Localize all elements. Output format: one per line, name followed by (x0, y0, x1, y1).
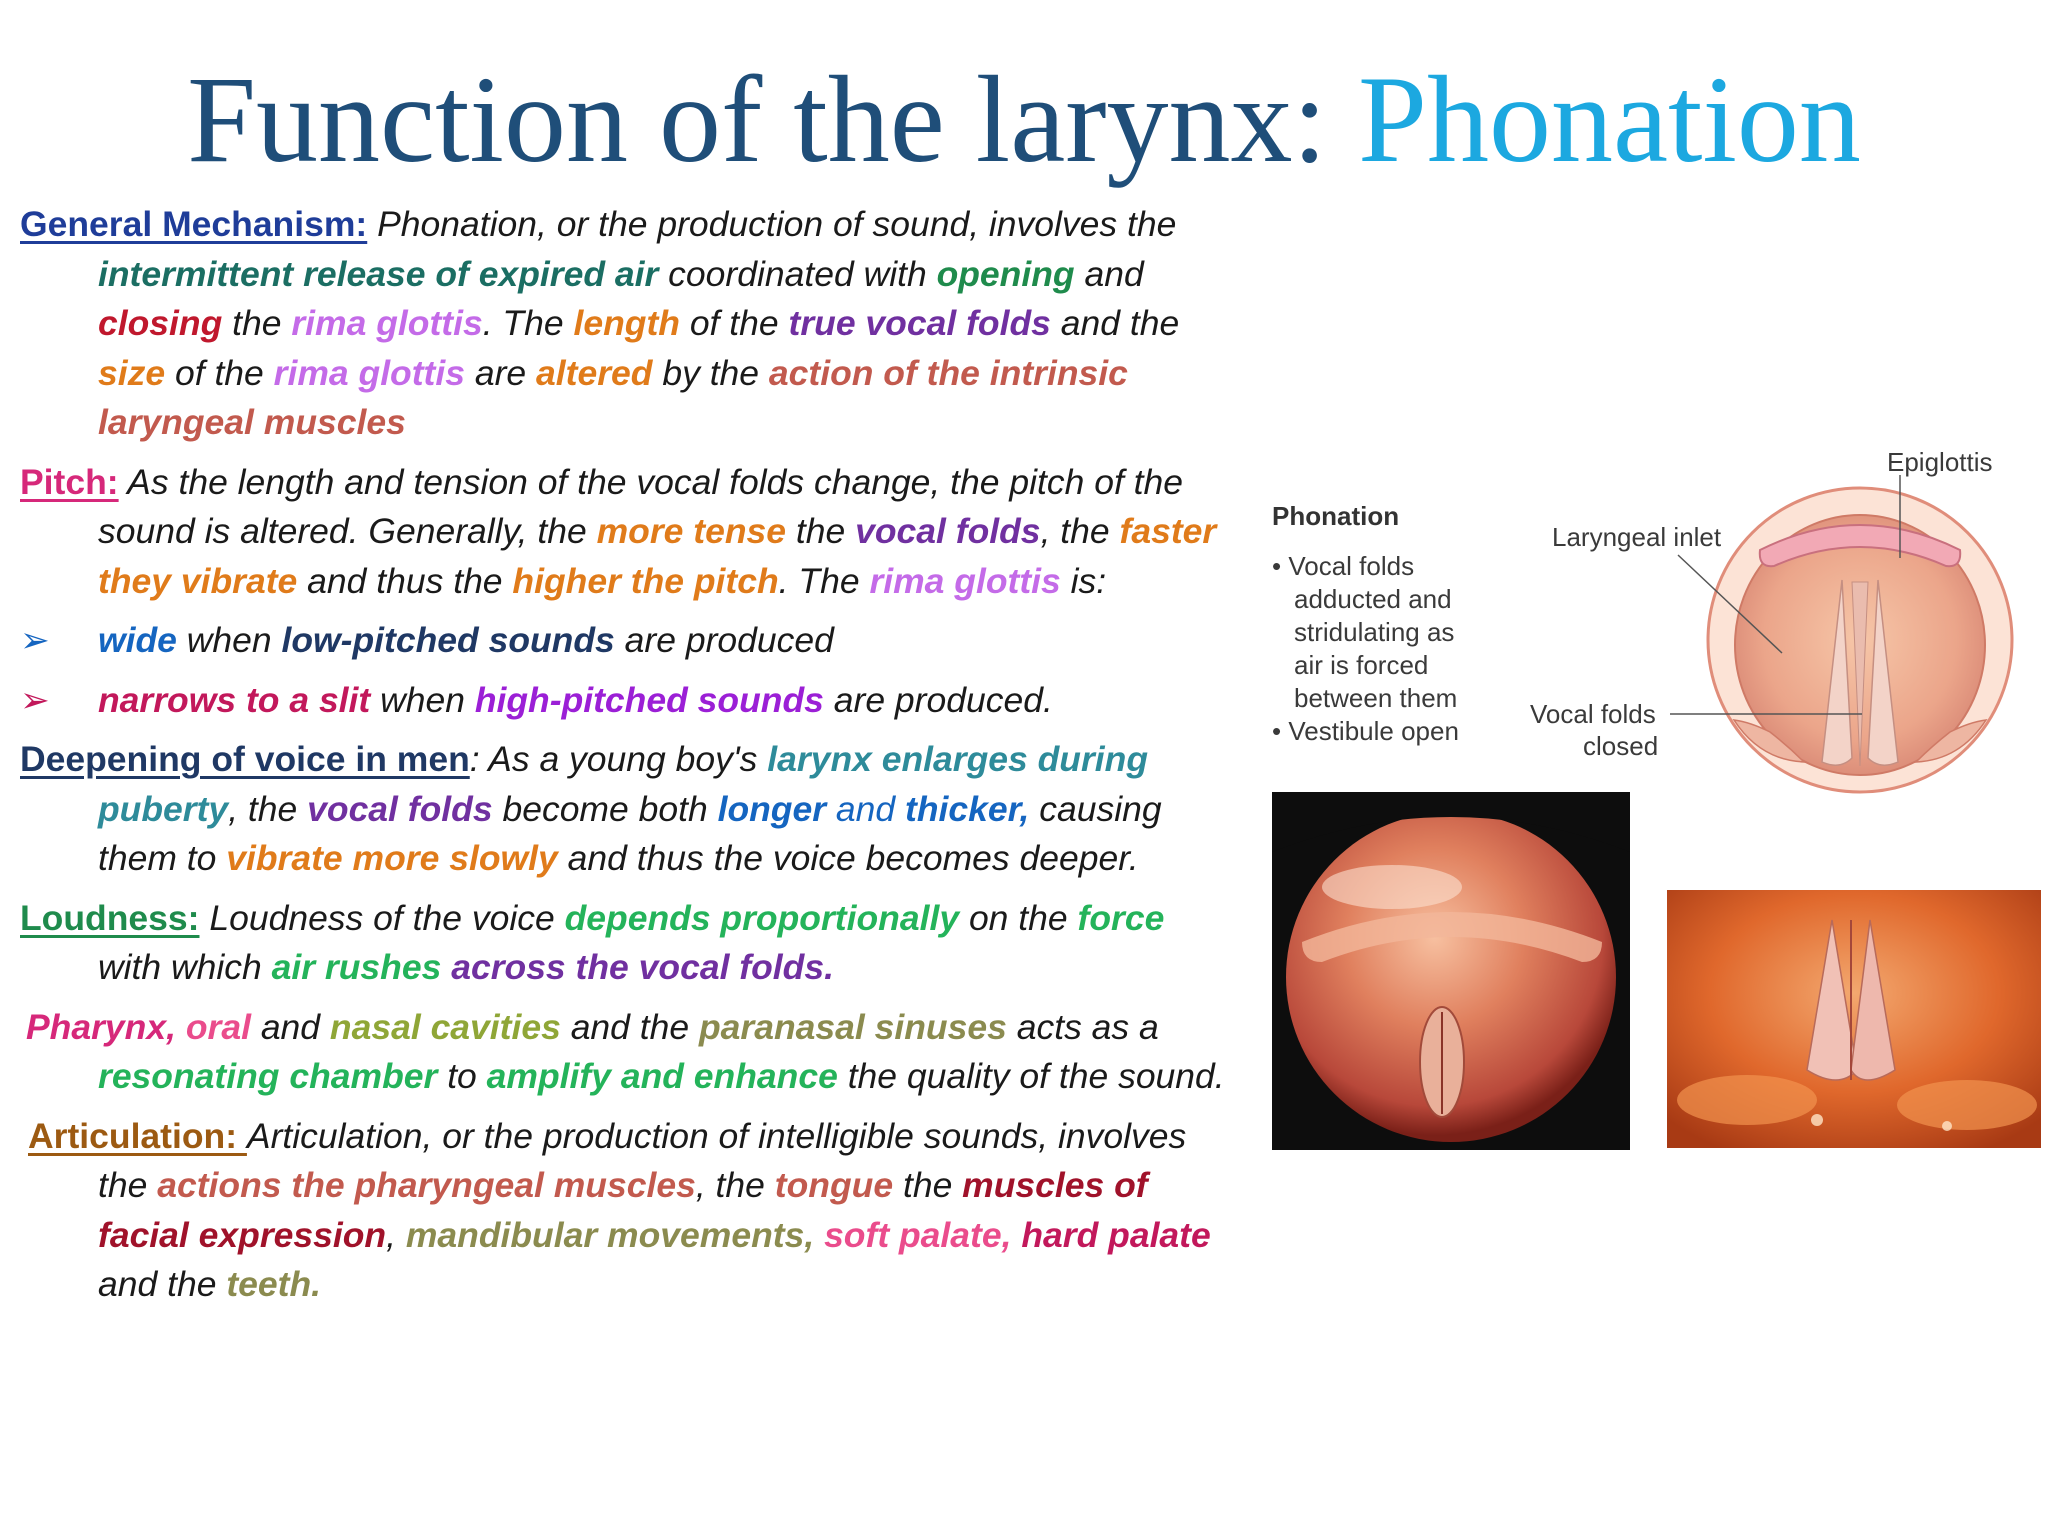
keyword: rima glottis (869, 560, 1061, 601)
text: of the (165, 352, 274, 393)
keyword: hard palate (1021, 1214, 1211, 1255)
text: the (786, 511, 856, 551)
keyword: size (98, 352, 166, 393)
figure-caption-title: Phonation (1272, 501, 1400, 531)
text: with which (98, 947, 272, 987)
laryngeal-inlet-label: Laryngeal inlet (1552, 522, 1722, 552)
text: coordinated with (658, 253, 937, 294)
resonance-paragraph (20, 1003, 1230, 1102)
text: Articulation, or the production of intelligible sounds, involves the (98, 1115, 1187, 1205)
bullet-item (20, 616, 1230, 666)
keyword: vocal folds (855, 511, 1041, 551)
text (1011, 1215, 1021, 1255)
keyword: amplify and enhance (486, 1056, 838, 1096)
title-main: Function of the larynx: (187, 51, 1327, 188)
keyword: mandibular movements, (405, 1214, 815, 1255)
text: : As a young boy's (469, 739, 768, 779)
keyword: vibrate more slowly (226, 838, 558, 878)
loudness-heading: Loudness: (20, 897, 200, 938)
text: on the (959, 897, 1078, 938)
keyword: paranasal sinuses (699, 1006, 1007, 1047)
text: and (826, 788, 906, 829)
text: and the (1050, 303, 1180, 343)
keyword: length (573, 303, 680, 343)
arrow-bullet-icon: ➢ (20, 679, 50, 720)
text: become both (492, 788, 718, 829)
keyword: intermittent release of expired air (98, 253, 659, 294)
keyword: muscles of facial expression (98, 1165, 1148, 1255)
text: the quality of the sound. (837, 1056, 1225, 1096)
figure-caption-line: adducted and (1294, 584, 1452, 614)
keyword: altered (536, 352, 653, 393)
keyword: low-pitched sounds (281, 620, 615, 660)
text: to (437, 1056, 487, 1096)
text: of the (679, 303, 789, 343)
text: Phonation, or the production of sound, involves the (367, 204, 1177, 244)
laryngeal-inlet-leader-line (1678, 555, 1782, 653)
title-highlight: Phonation (1358, 51, 1861, 188)
text: acts as a (1006, 1006, 1159, 1047)
epiglottis-label: Epiglottis (1887, 447, 1993, 477)
keyword: true vocal folds (788, 303, 1051, 343)
body-text (20, 200, 1230, 1320)
keyword: rima glottis (291, 303, 483, 343)
text (814, 1215, 824, 1255)
keyword: Pharynx, (26, 1006, 176, 1047)
keyword: more tense (596, 511, 787, 551)
text (441, 947, 451, 987)
general-mechanism-paragraph (20, 200, 1230, 448)
keyword: thicker, (905, 788, 1030, 829)
pitch-heading: Pitch: (20, 461, 119, 502)
text: are produced (614, 620, 834, 660)
keyword: narrows to a slit (98, 679, 371, 720)
articulation-paragraph (20, 1112, 1230, 1310)
deepening-heading: Deepening of voice in men (20, 739, 470, 779)
figure-caption-line: stridulating as (1294, 617, 1455, 647)
keyword: actions the pharyngeal muscles (157, 1165, 696, 1205)
text: , the (228, 788, 308, 829)
keyword: longer (717, 788, 827, 829)
keyword: air rushes (271, 947, 442, 987)
text: by the (652, 352, 769, 393)
keyword: closing (98, 303, 223, 343)
text: the (222, 303, 292, 343)
keyword: teeth. (226, 1264, 321, 1304)
figure-caption-line: air is forced (1294, 650, 1429, 680)
arrow-bullet-icon: ➢ (20, 620, 50, 660)
endoscopic-photo-closeup (1667, 890, 2041, 1148)
text: and thus the (297, 560, 513, 601)
keyword: opening (936, 253, 1075, 294)
phonation-figure (1250, 430, 2040, 1160)
endoscopic-photo-circular (1272, 792, 1630, 1150)
text: and the (98, 1264, 227, 1304)
text: when (370, 679, 475, 720)
text: , (386, 1214, 406, 1255)
keyword: nasal cavities (329, 1006, 561, 1047)
keyword: across the vocal folds. (451, 947, 834, 987)
text: . The (482, 303, 574, 343)
text: and the (560, 1006, 699, 1047)
keyword: larynx enlarges during puberty (98, 739, 1149, 829)
keyword: high-pitched sounds (474, 679, 824, 720)
keyword: oral (185, 1006, 251, 1047)
text: . The (778, 560, 870, 601)
keyword: tongue (774, 1165, 894, 1205)
bullet-item (20, 676, 1230, 726)
keyword: soft palate, (824, 1214, 1012, 1255)
keyword: faster they vibrate (98, 511, 1217, 601)
keyword: vocal folds (307, 788, 493, 829)
figure-caption-line: between them (1294, 683, 1458, 713)
text: when (176, 620, 282, 660)
keyword: depends proportionally (564, 897, 960, 938)
figure-caption-line: • Vocal folds (1272, 551, 1415, 581)
text: and (250, 1006, 330, 1047)
label-leader-lines (1250, 430, 2040, 810)
text: is: (1060, 560, 1107, 601)
general-mechanism-heading: General Mechanism: (20, 204, 368, 244)
articulation-heading: Articulation: (28, 1115, 247, 1156)
text: are produced. (823, 679, 1053, 720)
text: As the length and tension of the vocal folds change, the pitch of the sound is altered. Generally, the (98, 461, 1184, 551)
keyword: rima glottis (273, 352, 465, 393)
text: , the (695, 1165, 775, 1205)
keyword: action of the intrinsic laryngeal muscles (98, 352, 1128, 442)
text: Loudness of the voice (199, 897, 565, 938)
figure-caption-line: • Vestibule open (1272, 716, 1459, 746)
closed-label: closed (1583, 731, 1659, 761)
keyword: force (1077, 897, 1165, 938)
loudness-paragraph (20, 894, 1230, 993)
text: and (1074, 253, 1144, 294)
text: are (465, 352, 537, 393)
slide-title (0, 45, 2048, 195)
text: causing them to (98, 788, 1162, 878)
text: , the (1040, 511, 1120, 551)
text (176, 1007, 186, 1047)
keyword: higher the pitch (512, 560, 779, 601)
vocal-folds-label: Vocal folds (1530, 699, 1656, 729)
text: the (893, 1165, 963, 1205)
keyword: resonating chamber (98, 1056, 438, 1096)
text: and thus the voice becomes deeper. (557, 838, 1139, 878)
deepening-paragraph (20, 735, 1230, 884)
pitch-paragraph (20, 458, 1230, 607)
keyword: wide (98, 620, 177, 660)
